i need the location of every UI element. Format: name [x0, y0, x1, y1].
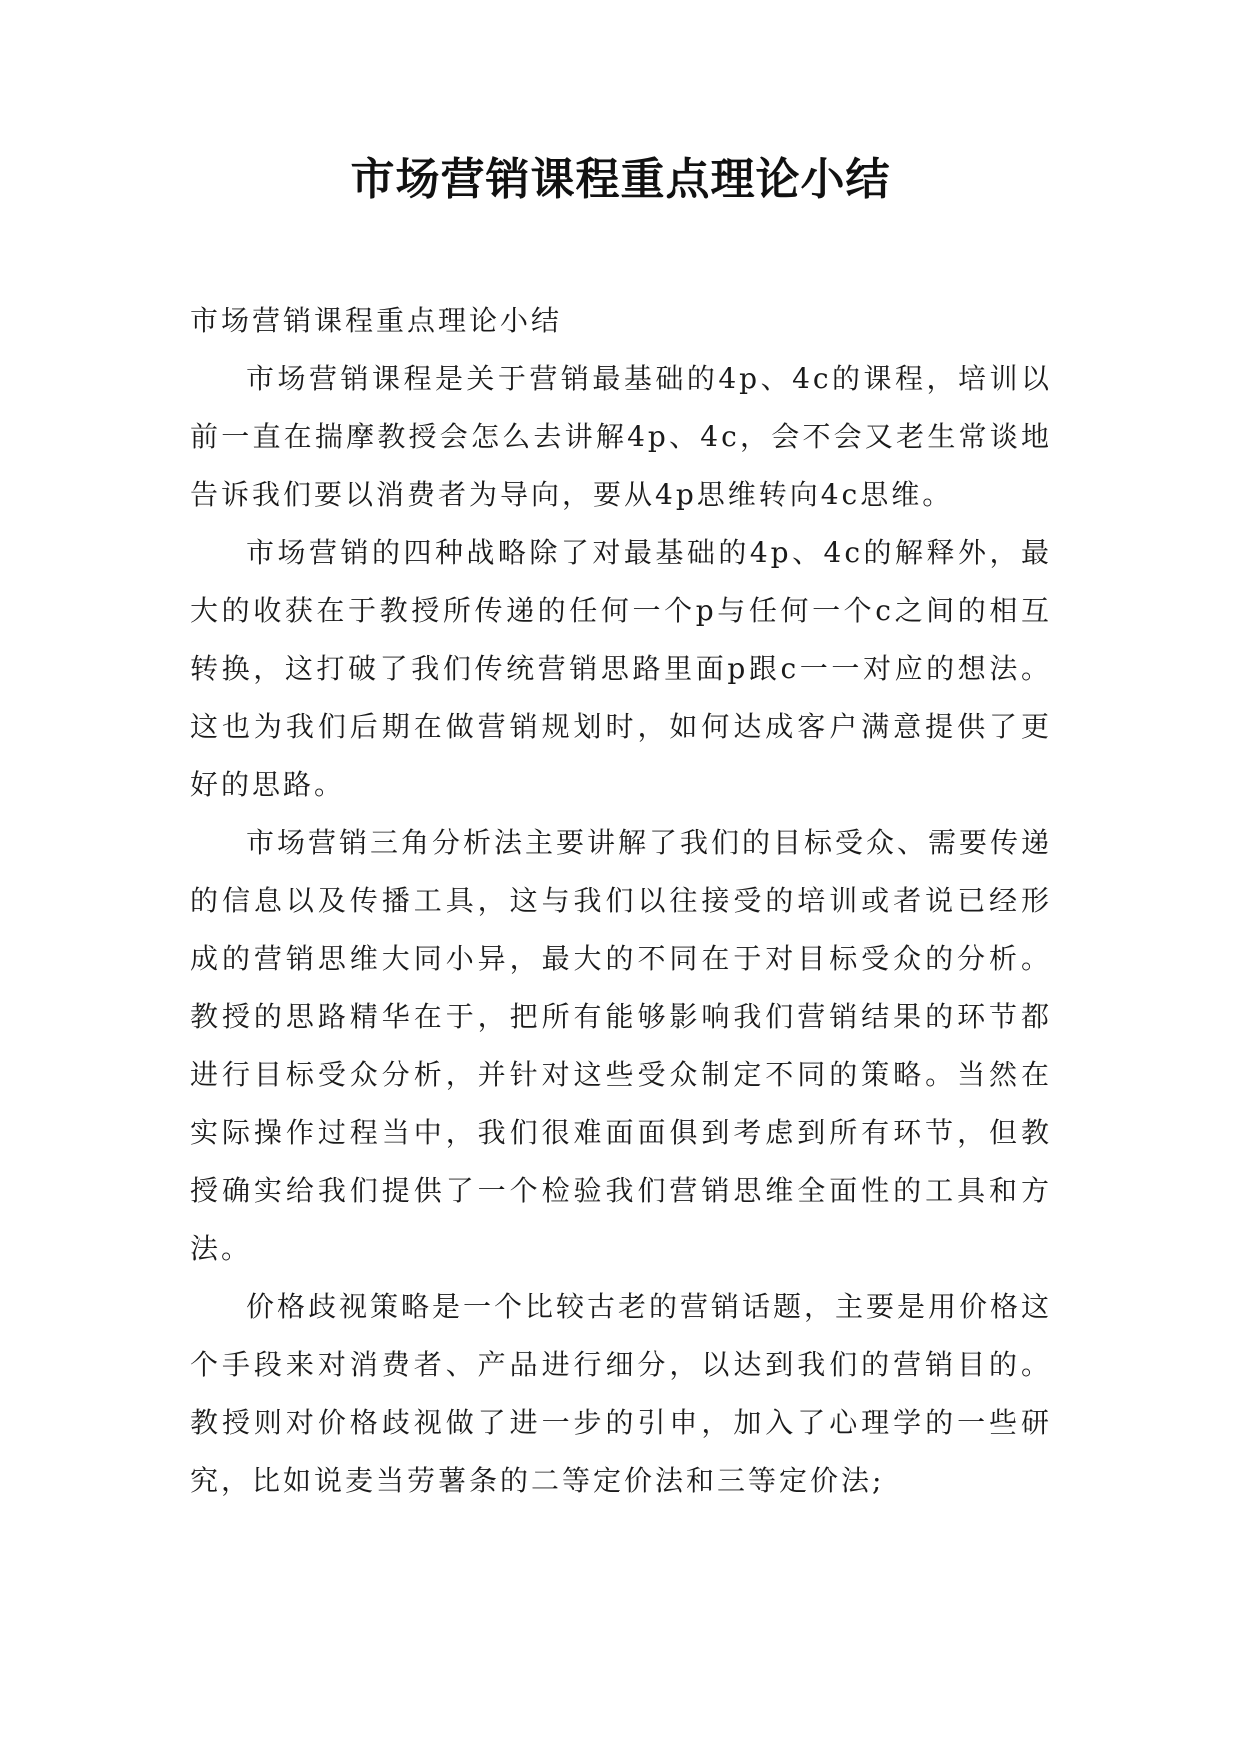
- paragraph: 市场营销三角分析法主要讲解了我们的目标受众、需要传递的信息以及传播工具，这与我们以往接受的培训或者说已经形成的营销思维大同小异，最大的不同在于对目标受众的分析。教授的思路精华在于，把所有能够影响我们营销结果的环节都进行目标受众分析，并针对这些受众制定不同的策略。当然在实际操作过程当中，我们很难面面俱到考虑到所有环节，但教授确实给我们提供了一个检验我们营销思维全面性的工具和方法。: [190, 826, 1053, 1265]
- paragraph: 市场营销课程是关于营销最基础的4p、4c的课程，培训以前一直在揣摩教授会怎么去讲解4p、4c，会不会又老生常谈地告诉我们要以消费者为导向，要从4p思维转向4c思维。: [190, 362, 1052, 511]
- document-body: [190, 292, 1052, 1510]
- document-subtitle: 市场营销课程重点理论小结: [190, 304, 563, 337]
- paragraph: 市场营销的四种战略除了对最基础的4p、4c的解释外，最大的收获在于教授所传递的任何一个p与任何一个c之间的相互转换，这打破了我们传统营销思路里面p跟c一一对应的想法。这也为我们后期在做营销规划时，如何达成客户满意提供了更好的思路。: [190, 536, 1052, 801]
- paragraph: 价格歧视策略是一个比较古老的营销话题，主要是用价格这个手段来对消费者、产品进行细分，以达到我们的营销目的。教授则对价格歧视做了进一步的引申，加入了心理学的一些研究，比如说麦当劳薯条的二等定价法和三等定价法;: [190, 1290, 1053, 1497]
- page-title: 市场营销课程重点理论小结: [350, 154, 891, 205]
